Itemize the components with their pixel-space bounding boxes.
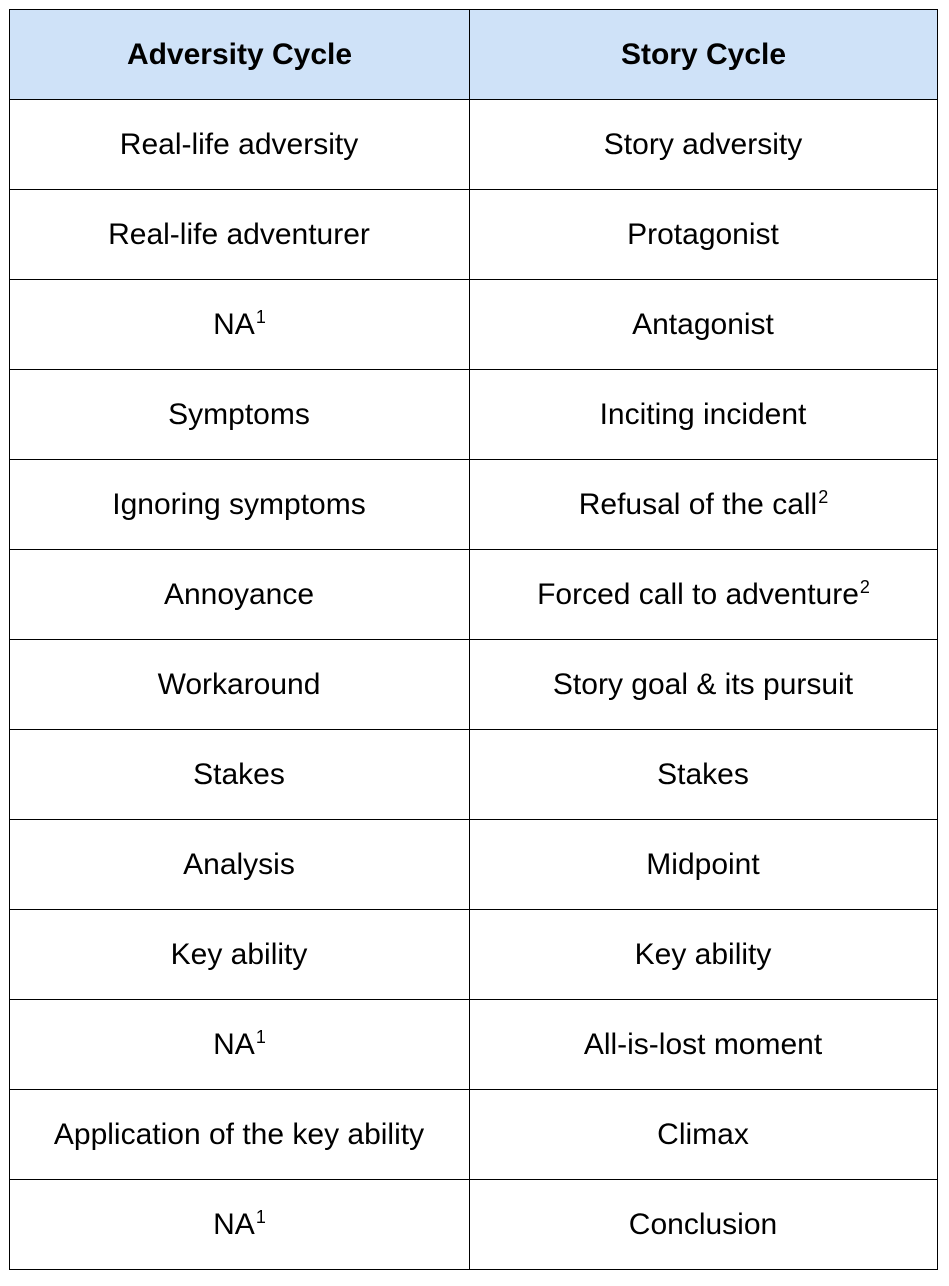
adversity-cell [10, 1180, 470, 1270]
story-cell [470, 1090, 938, 1180]
adversity-cell [10, 190, 470, 280]
table-row [10, 280, 938, 370]
table-row [10, 550, 938, 640]
table-body [10, 100, 938, 1270]
story-cell [470, 370, 938, 460]
cell-text: Key ability [170, 938, 308, 971]
cell-text: Real-life adventurer [108, 218, 370, 251]
adversity-cell [10, 370, 470, 460]
adversity-cell [10, 1090, 470, 1180]
cell-text: Refusal of the call [578, 488, 818, 521]
story-cell [470, 460, 938, 550]
cell-text: Symptoms [168, 398, 310, 431]
table-row [10, 820, 938, 910]
adversity-cell [10, 820, 470, 910]
cell-text: Climax [657, 1118, 749, 1151]
header-adversity-cycle: Adversity Cycle [10, 10, 470, 100]
story-cell [470, 280, 938, 370]
table-row [10, 1090, 938, 1180]
cell-text: Stakes [657, 758, 749, 791]
adversity-cell [10, 1000, 470, 1090]
table-row [10, 460, 938, 550]
table-row [10, 910, 938, 1000]
cell-text: NA [213, 1028, 255, 1061]
story-cell [470, 100, 938, 190]
table-row [10, 370, 938, 460]
footnote-marker: 1 [255, 307, 266, 327]
cell-text: Ignoring symptoms [112, 488, 366, 521]
header-story-cycle: Story Cycle [470, 10, 938, 100]
footnote-marker: 2 [818, 487, 829, 507]
story-cell [470, 1000, 938, 1090]
story-cell [470, 1180, 938, 1270]
cell-text: Application of the key ability [53, 1118, 425, 1151]
cell-text: Forced call to adventure [537, 578, 859, 611]
story-cell [470, 640, 938, 730]
cell-text: All-is-lost moment [583, 1028, 823, 1061]
adversity-cell [10, 100, 470, 190]
cell-text: Workaround [157, 668, 321, 701]
story-cell [470, 730, 938, 820]
cell-text: Story adversity [603, 128, 803, 161]
cell-text: Antagonist [632, 308, 774, 341]
cell-text: Inciting incident [599, 398, 807, 431]
cell-text: NA [213, 1208, 255, 1241]
table-row [10, 1180, 938, 1270]
adversity-cell [10, 910, 470, 1000]
table-row [10, 1000, 938, 1090]
adversity-cell [10, 730, 470, 820]
cell-text: Story goal & its pursuit [552, 668, 854, 701]
footnote-marker: 1 [255, 1027, 266, 1047]
story-cell [470, 550, 938, 640]
cell-text: Stakes [193, 758, 285, 791]
cell-text: Analysis [183, 848, 295, 881]
header-row [10, 10, 938, 100]
cell-text: Key ability [634, 938, 772, 971]
cell-text: NA [213, 308, 255, 341]
adversity-cell [10, 280, 470, 370]
table-row [10, 100, 938, 190]
table-header [10, 10, 938, 100]
story-cell [470, 190, 938, 280]
table-row [10, 190, 938, 280]
cell-text: Protagonist [627, 218, 779, 251]
cell-text: Midpoint [646, 848, 760, 881]
table-row [10, 730, 938, 820]
comparison-table [9, 9, 938, 1270]
story-cell [470, 820, 938, 910]
story-cell [470, 910, 938, 1000]
cell-text: Conclusion [628, 1208, 778, 1241]
adversity-cell [10, 640, 470, 730]
cell-text: Real-life adversity [119, 128, 359, 161]
adversity-cell [10, 550, 470, 640]
cell-text: Annoyance [163, 578, 315, 611]
table-row [10, 640, 938, 730]
footnote-marker: 1 [255, 1207, 266, 1227]
adversity-cell [10, 460, 470, 550]
footnote-marker: 2 [859, 577, 870, 597]
